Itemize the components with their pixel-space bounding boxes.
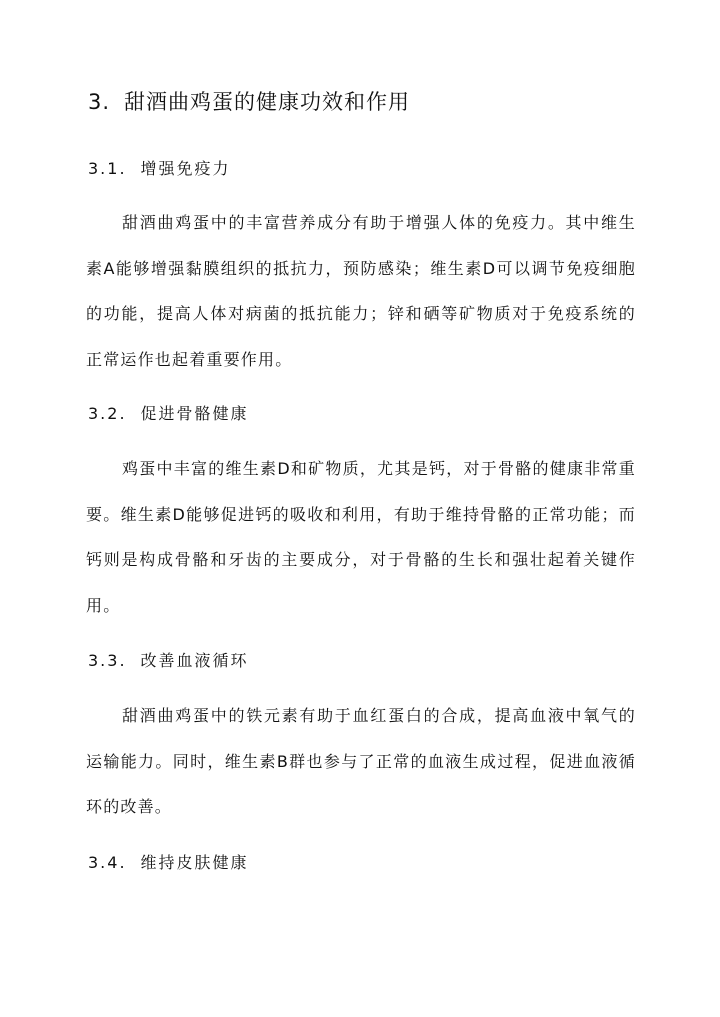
subsection-title: 促进骨骼健康 xyxy=(140,404,249,423)
section-title xyxy=(88,86,410,118)
subsection-heading-3-4 xyxy=(88,851,249,875)
subsection-number: 3.4. xyxy=(88,853,127,872)
paragraph-3-3: 甜酒曲鸡蛋中的铁元素有助于血红蛋白的合成，提高血液中氧气的运输能力。同时，维生素B群也参与了正常的血液生成过程，促进血液循环的改善。 xyxy=(86,706,636,816)
subsection-number: 3.1. xyxy=(88,159,127,178)
section-title-text: 甜酒曲鸡蛋的健康功效和作用 xyxy=(124,90,411,114)
subsection-heading-3-2 xyxy=(88,402,249,426)
subsection-heading-3-3 xyxy=(88,649,249,673)
subsection-number: 3.2. xyxy=(88,404,127,423)
subsection-title: 维持皮肤健康 xyxy=(140,853,249,872)
subsection-heading-3-1 xyxy=(88,157,231,181)
subsection-number: 3.3. xyxy=(88,651,127,670)
subsection-title: 增强免疫力 xyxy=(140,159,231,178)
subsection-title: 改善血液循环 xyxy=(140,651,249,670)
paragraph-3-2: 鸡蛋中丰富的维生素D和矿物质，尤其是钙，对于骨骼的健康非常重要。维生素D能够促进钙的吸收和利用，有助于维持骨骼的正常功能；而钙则是构成骨骼和牙齿的主要成分，对于骨骼的生长和强壮起着关键作用。 xyxy=(86,459,636,615)
paragraph-3-1: 甜酒曲鸡蛋中的丰富营养成分有助于增强人体的免疫力。其中维生素A能够增强黏膜组织的抵抗力，预防感染；维生素D可以调节免疫细胞的功能，提高人体对病菌的抵抗能力；锌和硒等矿物质对于免疫系统的正常运作也起着重要作用。 xyxy=(86,213,636,369)
section-title-number: 3. xyxy=(88,90,111,114)
